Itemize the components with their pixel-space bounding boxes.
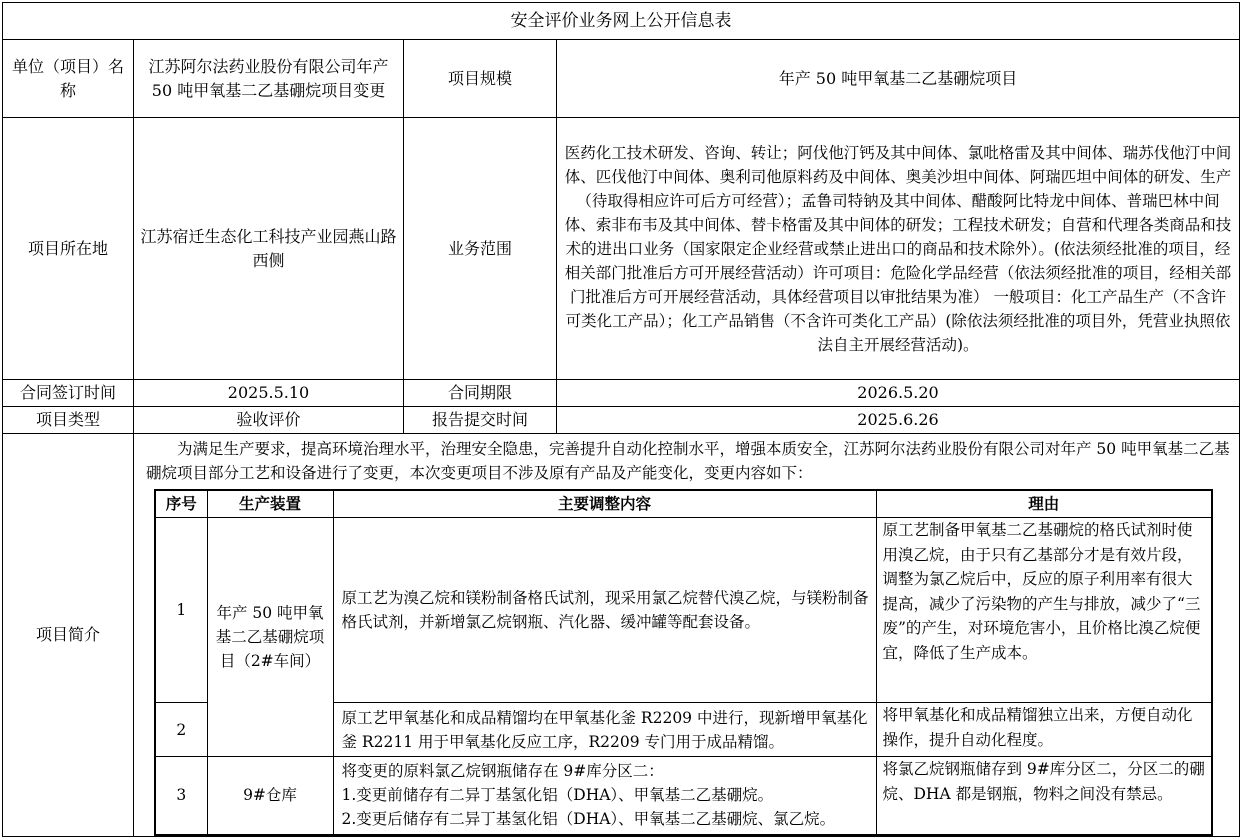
sign-date-value: 2025.5.10 bbox=[134, 380, 404, 407]
header-reason: 理由 bbox=[876, 490, 1212, 518]
row-no: 3 bbox=[155, 757, 207, 835]
device-name: 9#仓库 bbox=[207, 757, 333, 835]
header-content: 主要调整内容 bbox=[333, 490, 876, 518]
change-table bbox=[154, 489, 1213, 836]
intro-cell bbox=[134, 434, 1240, 837]
reason-text: 将氯乙烷钢瓶储存到 9#库分区二，分区二的硼烷、DHA 都是钢瓶，物料之间没有禁忌。 bbox=[876, 757, 1212, 835]
contract-term-label: 合同期限 bbox=[404, 380, 557, 407]
location-value: 江苏宿迁生态化工科技产业园燕山路西侧 bbox=[134, 118, 404, 380]
adjust-content: 原工艺为溴乙烷和镁粉制备格氏试剂，现采用氯乙烷替代溴乙烷，与镁粉制备格氏试剂，并新增氯乙烷钢瓶、汽化器、缓冲罐等配套设备。 bbox=[333, 518, 876, 703]
report-date-value: 2025.6.26 bbox=[557, 407, 1240, 434]
content-line: 2.变更后储存有二异丁基氢化铝（DHA）、甲氧基二乙基硼烷、氯乙烷。 bbox=[341, 810, 836, 829]
project-type-value: 验收评价 bbox=[134, 407, 404, 434]
reason-text: 原工艺制备甲氧基二乙基硼烷的格氏试剂时使用溴乙烷，由于只有乙基部分才是有效片段，调整为氯乙烷后中，反应的原子利用率有很大提高，减少了污染物的产生与排放，减少了“三废”的产生，对环境危害小，且价格比溴乙烷便宜，降低了生产成本。 bbox=[876, 518, 1212, 703]
adjust-content: 原工艺甲氧基化和成品精馏均在甲氧基化釜 R2209 中进行，现新增甲氧基化釜 R2211 用于甲氧基化反应工序，R2209 专门用于成品精馏。 bbox=[333, 703, 876, 757]
device-name: 年产 50 吨甲氧基二乙基硼烷项目（2#车间） bbox=[207, 518, 333, 757]
report-date-label: 报告提交时间 bbox=[404, 407, 557, 434]
unit-label: 单位（项目）名称 bbox=[3, 40, 134, 118]
header-device: 生产装置 bbox=[207, 490, 333, 518]
row-no: 1 bbox=[155, 518, 207, 703]
project-type-label: 项目类型 bbox=[3, 407, 134, 434]
scope-label: 业务范围 bbox=[404, 118, 557, 380]
scale-label: 项目规模 bbox=[404, 40, 557, 118]
scale-value: 年产 50 吨甲氧基二乙基硼烷项目 bbox=[557, 40, 1240, 118]
table-title: 安全评价业务网上公开信息表 bbox=[3, 3, 1240, 40]
row-no: 2 bbox=[155, 703, 207, 757]
header-no: 序号 bbox=[155, 490, 207, 518]
content-line: 1.变更前储存有二异丁基氢化铝（DHA）、甲氧基二乙基硼烷。 bbox=[341, 786, 774, 805]
reason-text: 将甲氧基化和成品精馏独立出来，方便自动化操作，提升自动化程度。 bbox=[876, 703, 1212, 757]
scope-value: 医药化工技术研发、咨询、转让；阿伐他汀钙及其中间体、氯吡格雷及其中间体、瑞苏伐他汀中间体、匹伐他汀中间体、奥利司他原料药及中间体、奥美沙坦中间体、阿瑞匹坦中间体的研发、生产（待取得相应许可后方可经营）；孟鲁司特钠及其中间体、醋酸阿比特龙中间体、普瑞巴林中间体、索非布韦及其中间体、替卡格雷及其中间体的研发；工程技术研发；自营和代理各类商品和技术的进出口业务（国家限定企业经营或禁止进出口的商品和技术除外）。(依法须经批准的项目，经相关部门批准后方可开展经营活动）许可项目：危险化学品经营（依法须经批准的项目，经相关部门批准后方可开展经营活动，具体经营项目以审批结果为准） 一般项目：化工产品生产（不含许可类化工产品）；化工产品销售（不含许可类化工产品）(除依法须经批准的项目外，凭营业执照依法自主开展经营活动)。 bbox=[557, 118, 1240, 380]
intro-text: 为满足生产要求，提高环境治理水平，治理安全隐患，完善提升自动化控制水平，增强本质安全，江苏阿尔法药业股份有限公司对年产 50 吨甲氧基二乙基硼烷项目部分工艺和设备进行了变更，本次变更项目不涉及原有产品及产能变化，变更内容如下： bbox=[146, 440, 1230, 482]
sign-date-label: 合同签订时间 bbox=[3, 380, 134, 407]
adjust-content bbox=[333, 757, 876, 835]
table-row bbox=[155, 518, 1212, 703]
table-row bbox=[155, 757, 1212, 835]
unit-value: 江苏阿尔法药业股份有限公司年产 50 吨甲氧基二乙基硼烷项目变更 bbox=[134, 40, 404, 118]
location-label: 项目所在地 bbox=[3, 118, 134, 380]
info-table bbox=[2, 2, 1240, 837]
content-line: 将变更的原料氯乙烷钢瓶储存在 9#库分区二： bbox=[341, 762, 664, 781]
contract-term-value: 2026.5.20 bbox=[557, 380, 1240, 407]
intro-label: 项目简介 bbox=[3, 434, 134, 837]
